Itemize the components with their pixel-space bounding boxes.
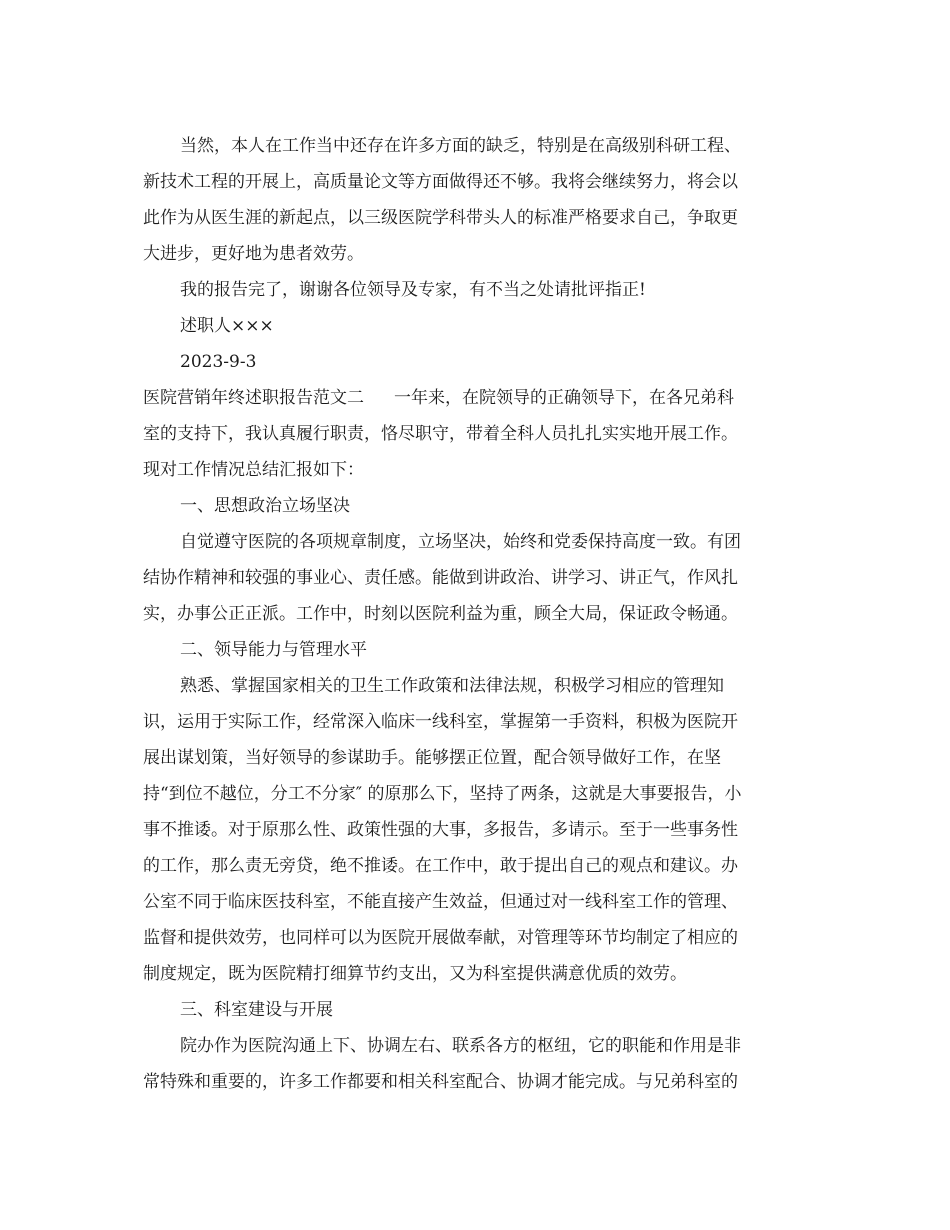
text-line: 2023-9-3 [180, 352, 257, 372]
text-line: 述职人××× [180, 316, 274, 336]
text-line: 持“到位不越位，分工不分家″ 的原那么下，坚持了两条，这就是大事要报告，小 [143, 784, 742, 804]
section-title: 医院营销年终述职报告范文二 [143, 388, 364, 408]
text-line: 监督和提供效劳，也同样可以为医院开展做奉献，对管理等环节均制定了相应的 [143, 928, 738, 948]
text-line: 院办作为医院沟通上下、协调左右、联系各方的枢纽，它的职能和作用是非 [180, 1036, 741, 1056]
text-line: 常特殊和重要的，许多工作都要和相关科室配合、协调才能完成。与兄弟科室的 [143, 1072, 738, 1092]
text-line: 事不推诿。对于原那么性、政策性强的大事，多报告，多请示。至于一些事务性 [143, 820, 738, 840]
text-line: 一、思想政治立场坚决 [180, 496, 350, 516]
text-line: 的工作，那么责无旁贷，绝不推诿。在工作中，敢于提出自己的观点和建议。办 [143, 856, 738, 876]
text-line: 新技术工程的开展上，高质量论文等方面做得还不够。我将会继续努力，将会以 [143, 172, 738, 192]
document-page [143, 128, 807, 1100]
section-first-line: 一年来，在院领导的正确领导下，在各兄弟科 [394, 388, 734, 408]
paragraph-block-2 [143, 416, 807, 1100]
text-line: 三、科室建设与开展 [180, 1000, 333, 1020]
text-line: 熟悉、掌握国家相关的卫生工作政策和法律法规，积极学习相应的管理知 [180, 676, 724, 696]
text-line: 此作为从医生涯的新起点，以三级医院学科带头人的标准严格要求自己，争取更 [143, 208, 738, 228]
text-line: 展出谋划策，当好领导的参谋助手。能够摆正位置，配合领导做好工作，在坚 [143, 748, 721, 768]
text-line: 制度规定，既为医院精打细算节约支出，又为科室提供满意优质的效劳。 [143, 964, 687, 984]
text-line: 结协作精神和较强的事业心、责任感。能做到讲政治、讲学习、讲正气，作风扎 [143, 568, 738, 588]
section-title-line [143, 380, 807, 416]
text-line: 实，办事公正正派。工作中，时刻以医院利益为重，顾全大局，保证政令畅通。 [143, 604, 738, 624]
text-line: 二、领导能力与管理水平 [180, 640, 367, 660]
text-line: 识，运用于实际工作，经常深入临床一线科室，掌握第一手资料，积极为医院开 [143, 712, 738, 732]
text-line: 公室不同于临床医技科室，不能直接产生效益，但通过对一线科室工作的管理、 [143, 892, 738, 912]
text-line: 现对工作情况总结汇报如下： [143, 460, 364, 480]
text-line: 我的报告完了，谢谢各位领导及专家，有不当之处请批评指正! [180, 280, 646, 300]
text-line: 自觉遵守医院的各项规章制度，立场坚决，始终和党委保持高度一致。有团 [180, 532, 741, 552]
text-line: 室的支持下，我认真履行职责，恪尽职守，带着全科人员扎扎实实地开展工作。 [143, 424, 738, 444]
paragraph-block-1 [143, 128, 807, 380]
text-line: 大进步，更好地为患者效劳。 [143, 244, 364, 264]
text-line: 当然，本人在工作当中还存在许多方面的缺乏，特别是在高级别科研工程、 [180, 136, 741, 156]
